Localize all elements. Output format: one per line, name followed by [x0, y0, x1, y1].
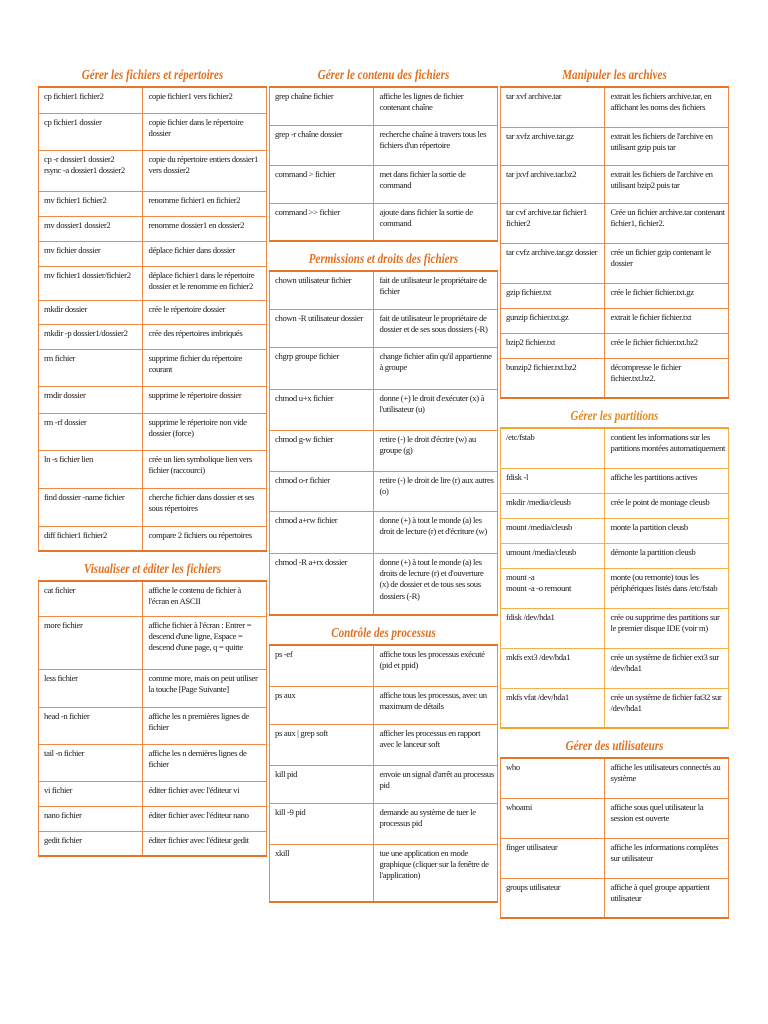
- command-cell: mount /media/cleusb: [501, 518, 605, 543]
- command-cell: chgrp groupe fichier: [270, 347, 374, 389]
- command-cell: tail -n fichier: [39, 744, 143, 781]
- command-cell: gunzip fichier.txt.gz: [501, 308, 605, 333]
- table-row: [501, 568, 729, 608]
- command-cell: rmdir dossier: [39, 386, 143, 413]
- description-cell: affiche tous les processus, avec un maximum de détails: [374, 686, 498, 724]
- table-row: [39, 781, 267, 806]
- description-cell: tue une application en mode graphique (cliquer sur la fenêtre de l'application): [374, 844, 498, 902]
- description-cell: monte la partition cleusb: [605, 518, 729, 543]
- command-cell: chmod a+rw fichier: [270, 511, 374, 553]
- command-table: [500, 757, 729, 919]
- table-row: [39, 450, 267, 488]
- description-cell: éditer fichier avec l'éditeur gedit: [143, 831, 267, 856]
- description-cell: donne (+) à tout le monde (a) les droit de lecture (r) et d'écriture (w): [374, 511, 498, 553]
- command-cell: mv dossier1 dossier2: [39, 216, 143, 241]
- table-row: [270, 686, 498, 724]
- command-cell: fdisk -l: [501, 468, 605, 493]
- description-cell: éditer fichier avec l'éditeur nano: [143, 806, 267, 831]
- table-row: [270, 165, 498, 203]
- table-row: [270, 87, 498, 125]
- table-row: [501, 165, 729, 203]
- description-cell: démonte la partition cleusb: [605, 543, 729, 568]
- command-cell: cp fichier1 dossier: [39, 113, 143, 150]
- table-row: [270, 724, 498, 765]
- description-cell: demande au système de tuer le processus pid: [374, 803, 498, 844]
- description-cell: crée un fichier gzip contenant le dossier: [605, 243, 729, 283]
- description-cell: copie fichier dans le répertoire dossier: [143, 113, 267, 150]
- table-row: [39, 488, 267, 526]
- table-row: [39, 266, 267, 300]
- description-cell: crée des répertoires imbriqués: [143, 324, 267, 349]
- command-cell: mount -a mount -a -o remount: [501, 568, 605, 608]
- table-row: [39, 831, 267, 856]
- command-cell: tar xvfz archive.tar.gz: [501, 127, 605, 165]
- section-title: Contrôle des processus: [331, 625, 436, 640]
- command-cell: less fichier: [39, 669, 143, 707]
- table-row: [39, 349, 267, 386]
- command-cell: rm fichier: [39, 349, 143, 386]
- description-cell: affiche les n dernières lignes de fichier: [143, 744, 267, 781]
- description-cell: met dans fichier la sortie de command: [374, 165, 498, 203]
- command-cell: mkfs ext3 /dev/hda1: [501, 648, 605, 688]
- command-cell: cat fichier: [39, 581, 143, 616]
- description-cell: extrait le fichier fichier.txt: [605, 308, 729, 333]
- command-cell: ps aux | grep soft: [270, 724, 374, 765]
- description-cell: renomme fichier1 en fichier2: [143, 191, 267, 216]
- section-title: Gérer le contenu des fichiers: [317, 67, 450, 82]
- table-row: [501, 127, 729, 165]
- table-row: [501, 493, 729, 518]
- command-cell: cp -r dossier1 dossier2 rsync -a dossier1 dossier2: [39, 150, 143, 191]
- section-permissions-et-droits-des-fichiers: [269, 248, 498, 616]
- command-cell: mkdir dossier: [39, 300, 143, 324]
- section-gerer-le-contenu-des-fichiers: [269, 64, 498, 242]
- table-row: [39, 707, 267, 744]
- table-row: [39, 300, 267, 324]
- command-cell: gedit fichier: [39, 831, 143, 856]
- table-row: [501, 333, 729, 358]
- description-cell: afficher les processus en rapport avec le lanceur soft: [374, 724, 498, 765]
- description-cell: cherche fichier dans dossier et ses sous répertoires: [143, 488, 267, 526]
- command-cell: chmod -R a+rx dossier: [270, 553, 374, 615]
- description-cell: affiche fichier à l'écran : Entrer = descend d'une ligne, Espace = descend d'une page, q = quitte: [143, 616, 267, 669]
- command-table: [269, 86, 498, 242]
- section-title: Gérer les partitions: [570, 408, 659, 423]
- table-row: [270, 430, 498, 471]
- command-cell: mkdir -p dossier1/dossier2: [39, 324, 143, 349]
- description-cell: affiche les informations complètes sur utilisateur: [605, 838, 729, 878]
- description-cell: copie fichier1 vers fichier2: [143, 87, 267, 113]
- table-row: [501, 308, 729, 333]
- command-cell: mkfs vfat /dev/hda1: [501, 688, 605, 728]
- command-table: [38, 580, 267, 857]
- command-table: [269, 270, 498, 616]
- table-row: [39, 216, 267, 241]
- command-cell: find dossier -name fichier: [39, 488, 143, 526]
- table-row: [501, 608, 729, 648]
- command-cell: bzip2 fichier.txt: [501, 333, 605, 358]
- column-middle: [269, 62, 498, 909]
- command-cell: command > fichier: [270, 165, 374, 203]
- command-cell: cp fichier1 fichier2: [39, 87, 143, 113]
- table-row: [39, 581, 267, 616]
- command-cell: kill -9 pid: [270, 803, 374, 844]
- description-cell: affiche les utilisateurs connectés au système: [605, 758, 729, 798]
- command-cell: xkill: [270, 844, 374, 902]
- table-row: [270, 511, 498, 553]
- table-row: [39, 526, 267, 551]
- command-cell: command >> fichier: [270, 203, 374, 241]
- description-cell: affiche les lignes de fichier contenant chaîne: [374, 87, 498, 125]
- section-manipuler-les-archives: [500, 64, 729, 399]
- command-cell: bunzip2 fichier.txt.bz2: [501, 358, 605, 398]
- description-cell: crée ou supprime des partitions sur le premier disque IDE (voir m): [605, 608, 729, 648]
- table-row: [501, 648, 729, 688]
- section-gerer-les-partitions: [500, 405, 729, 729]
- table-row: [270, 765, 498, 803]
- command-cell: umount /media/cleusb: [501, 543, 605, 568]
- column-right: [500, 62, 729, 925]
- table-row: [39, 669, 267, 707]
- description-cell: crée le fichier fichier.txt.gz: [605, 283, 729, 308]
- description-cell: déplace fichier dans dossier: [143, 241, 267, 266]
- description-cell: décompresse le fichier fichier.txt.bz2.: [605, 358, 729, 398]
- description-cell: affiche à quel groupe appartient utilisateur: [605, 878, 729, 918]
- description-cell: comme more, mais on peut utiliser la touche [Page Suivante]: [143, 669, 267, 707]
- command-cell: ln -s fichier lien: [39, 450, 143, 488]
- command-cell: mv fichier dossier: [39, 241, 143, 266]
- table-row: [501, 468, 729, 493]
- description-cell: déplace fichier1 dans le répertoire dossier et le renomme en fichier2: [143, 266, 267, 300]
- table-row: [270, 803, 498, 844]
- description-cell: crée un lien symbolique lien vers fichier (raccourci): [143, 450, 267, 488]
- column-left: [38, 62, 267, 863]
- description-cell: Crée un fichier archive.tar contenant fichier1, fichier2.: [605, 203, 729, 243]
- table-row: [39, 616, 267, 669]
- section-gerer-des-utilisateurs: [500, 735, 729, 919]
- command-cell: finger utilisateur: [501, 838, 605, 878]
- description-cell: recherche chaîne à travers tous les fichiers d'un répertoire: [374, 125, 498, 165]
- table-row: [270, 309, 498, 347]
- description-cell: supprime fichier du répertoire courant: [143, 349, 267, 386]
- description-cell: affiche le contenu de fichier à l'écran en ASCII: [143, 581, 267, 616]
- table-row: [501, 543, 729, 568]
- table-row: [501, 878, 729, 918]
- table-row: [501, 283, 729, 308]
- table-row: [501, 798, 729, 838]
- command-cell: ps aux: [270, 686, 374, 724]
- description-cell: compare 2 fichiers ou répertoires: [143, 526, 267, 551]
- description-cell: copie du répertoire entiers dossier1 vers dossier2: [143, 150, 267, 191]
- table-row: [39, 324, 267, 349]
- description-cell: crée un système de fichier fat32 sur /dev/hda1: [605, 688, 729, 728]
- description-cell: contient les informations sur les partitions montées automatiquement: [605, 428, 729, 468]
- table-row: [39, 87, 267, 113]
- command-cell: gzip fichier.txt: [501, 283, 605, 308]
- table-row: [501, 838, 729, 878]
- description-cell: éditer fichier avec l'éditeur vi: [143, 781, 267, 806]
- table-row: [501, 87, 729, 127]
- table-row: [39, 150, 267, 191]
- command-cell: groups utilisateur: [501, 878, 605, 918]
- command-cell: tar xvf archive.tar: [501, 87, 605, 127]
- table-row: [501, 358, 729, 398]
- command-cell: grep -r chaîne dossier: [270, 125, 374, 165]
- description-cell: supprime le répertoire dossier: [143, 386, 267, 413]
- command-cell: /etc/fstab: [501, 428, 605, 468]
- table-row: [501, 203, 729, 243]
- table-row: [39, 241, 267, 266]
- table-row: [270, 553, 498, 615]
- command-cell: tar cvfz archive.tar.gz dossier: [501, 243, 605, 283]
- command-cell: fdisk /dev/hda1: [501, 608, 605, 648]
- table-row: [270, 347, 498, 389]
- command-cell: ps -ef: [270, 645, 374, 686]
- table-row: [501, 518, 729, 543]
- description-cell: envoie un signal d'arrêt au processus pid: [374, 765, 498, 803]
- command-cell: rm -rf dossier: [39, 413, 143, 450]
- command-cell: nano fichier: [39, 806, 143, 831]
- command-cell: head -n fichier: [39, 707, 143, 744]
- description-cell: fait de utilisateur le propriétaire de dossier et de ses sous dossiers (-R): [374, 309, 498, 347]
- section-title: Manipuler les archives: [562, 67, 667, 82]
- table-row: [501, 758, 729, 798]
- table-row: [270, 471, 498, 511]
- command-cell: chmod g-w fichier: [270, 430, 374, 471]
- section-title: Visualiser et éditer les fichiers: [83, 561, 222, 576]
- description-cell: crée le fichier fichier.txt.bz2: [605, 333, 729, 358]
- table-row: [39, 413, 267, 450]
- command-cell: grep chaîne fichier: [270, 87, 374, 125]
- description-cell: crée le point de montage cleusb: [605, 493, 729, 518]
- command-cell: chmod o-r fichier: [270, 471, 374, 511]
- description-cell: retire (-) le droit de lire (r) aux autres (o): [374, 471, 498, 511]
- command-cell: who: [501, 758, 605, 798]
- description-cell: ajoute dans fichier la sortie de command: [374, 203, 498, 241]
- table-row: [270, 203, 498, 241]
- command-cell: mv fichier1 fichier2: [39, 191, 143, 216]
- command-cell: mkdir /media/cleusb: [501, 493, 605, 518]
- command-cell: vi fichier: [39, 781, 143, 806]
- description-cell: donne (+) le droit d'exécuter (x) à l'utilisateur (u): [374, 389, 498, 430]
- description-cell: affiche les n premières lignes de fichier: [143, 707, 267, 744]
- table-row: [501, 243, 729, 283]
- description-cell: affiche les partitions actives: [605, 468, 729, 493]
- table-row: [270, 645, 498, 686]
- table-row: [39, 113, 267, 150]
- description-cell: crée un système de fichier ext3 sur /dev/hda1: [605, 648, 729, 688]
- command-table: [500, 86, 729, 399]
- description-cell: affiche sous quel utilisateur la session est ouverte: [605, 798, 729, 838]
- command-table: [38, 86, 267, 552]
- command-cell: mv fichier1 dossier/fichier2: [39, 266, 143, 300]
- description-cell: supprime le répertoire non vide dossier (force): [143, 413, 267, 450]
- description-cell: donne (+) à tout le monde (a) les droits de lecture (r) et d'ouverture (x) de dossier et de tous ses sous dossiers (-R): [374, 553, 498, 615]
- command-cell: kill pid: [270, 765, 374, 803]
- description-cell: retire (-) le droit d'écrire (w) au groupe (g): [374, 430, 498, 471]
- description-cell: monte (ou remonte) tous les périphériques listés dans /etc/fstab: [605, 568, 729, 608]
- command-cell: tar jxvf archive.tar.bz2: [501, 165, 605, 203]
- section-title: Permissions et droits des fichiers: [308, 251, 459, 266]
- command-cell: diff fichier1 fichier2: [39, 526, 143, 551]
- section-controle-des-processus: [269, 622, 498, 903]
- description-cell: renomme dossier1 en dossier2: [143, 216, 267, 241]
- table-row: [39, 744, 267, 781]
- description-cell: affiche tous les processus exécuté (pid et ppid): [374, 645, 498, 686]
- section-title: Gérer des utilisateurs: [565, 738, 664, 753]
- description-cell: crée le répertoire dossier: [143, 300, 267, 324]
- command-cell: more fichier: [39, 616, 143, 669]
- command-cell: whoami: [501, 798, 605, 838]
- table-row: [39, 806, 267, 831]
- description-cell: extrait les fichiers de l'archive en utilisant bzip2 puis tar: [605, 165, 729, 203]
- command-cell: chown utilisateur fichier: [270, 271, 374, 309]
- section-visualiser-et-editer-les-fichiers: [38, 558, 267, 857]
- command-cell: tar cvf archive.tar fichier1 fichier2: [501, 203, 605, 243]
- table-row: [501, 688, 729, 728]
- section-gerer-les-fichiers-et-repertoires: [38, 64, 267, 552]
- description-cell: change fichier afin qu'il appartienne à groupe: [374, 347, 498, 389]
- command-cell: chown -R utilisateur dossier: [270, 309, 374, 347]
- description-cell: fait de utilisateur le propriétaire de fichier: [374, 271, 498, 309]
- command-table: [269, 644, 498, 903]
- command-cell: chmod u+x fichier: [270, 389, 374, 430]
- command-table: [500, 427, 729, 729]
- table-row: [270, 844, 498, 902]
- description-cell: extrait les fichiers archive.tar, en affichant les noms des fichiers: [605, 87, 729, 127]
- section-title: Gérer les fichiers et répertoires: [81, 67, 224, 82]
- description-cell: extrait les fichiers de l'archive en utilisant gzip puis tar: [605, 127, 729, 165]
- table-row: [270, 271, 498, 309]
- table-row: [501, 428, 729, 468]
- table-row: [39, 386, 267, 413]
- table-row: [270, 125, 498, 165]
- table-row: [39, 191, 267, 216]
- table-row: [270, 389, 498, 430]
